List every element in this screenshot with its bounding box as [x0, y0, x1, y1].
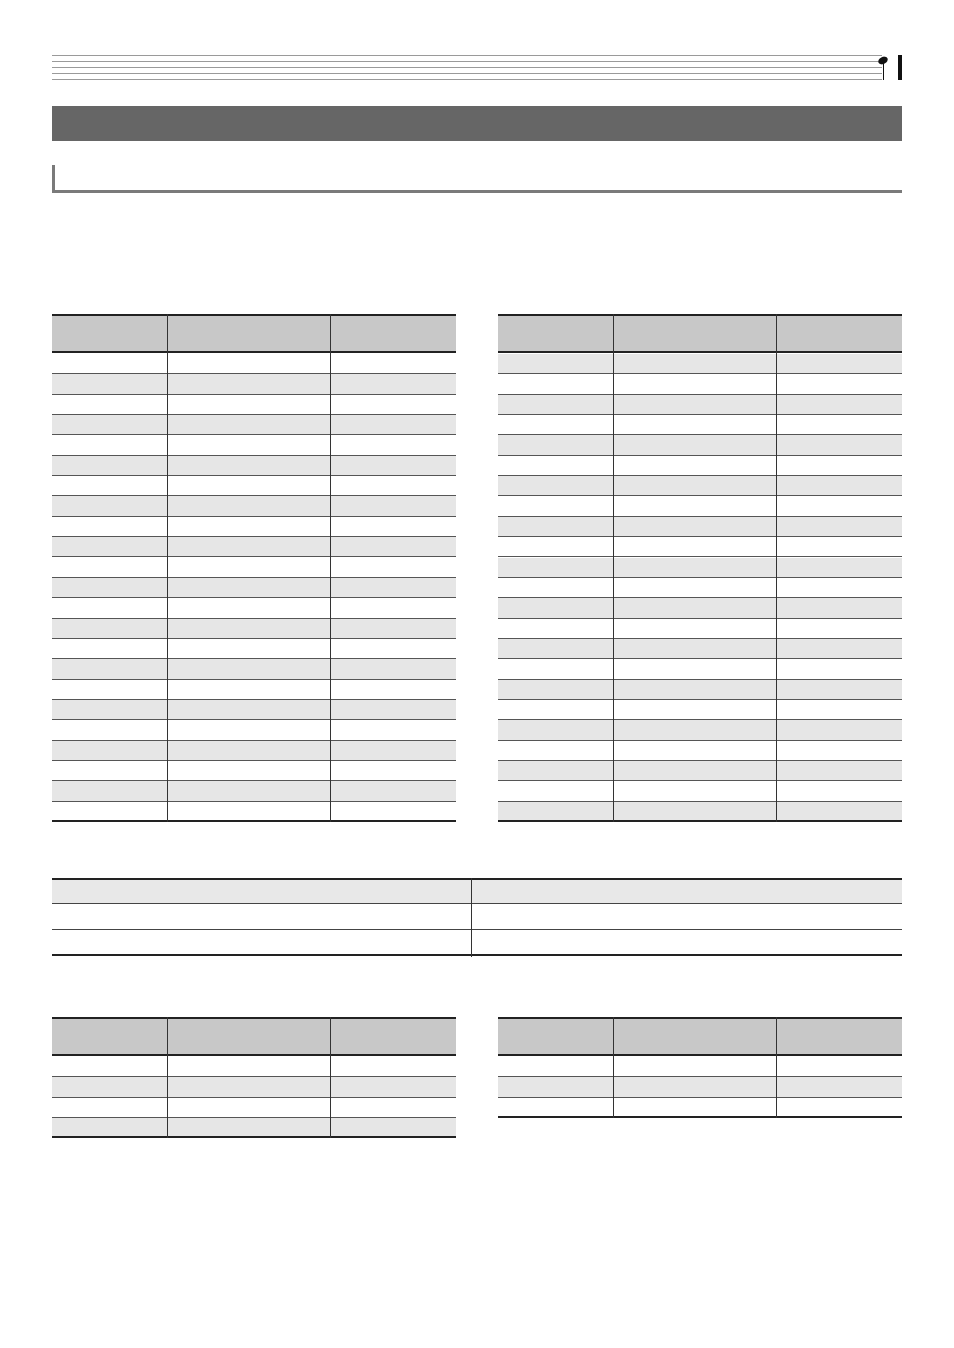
table-cell	[613, 578, 776, 597]
table-cell	[167, 639, 330, 658]
table-row	[52, 558, 456, 578]
table-cell	[52, 700, 167, 719]
table-row	[52, 598, 456, 618]
table-cell	[776, 700, 902, 719]
table-cell	[498, 456, 613, 475]
column-divider	[776, 1017, 777, 1118]
table-cell	[498, 374, 613, 393]
table-cell	[776, 1057, 902, 1076]
table-cell	[167, 435, 330, 454]
table-cell	[613, 700, 776, 719]
table-cell	[613, 802, 776, 820]
table-row	[52, 904, 902, 930]
table-cell	[776, 374, 902, 393]
staff-line	[52, 61, 882, 62]
table-cell	[498, 578, 613, 597]
table-cell	[52, 680, 167, 699]
table-cell	[613, 761, 776, 780]
staff-line	[52, 55, 882, 56]
table-cell	[330, 1098, 456, 1117]
table-row	[52, 781, 456, 801]
table-cell	[330, 659, 456, 678]
table-cell	[52, 598, 167, 617]
table-cell	[167, 415, 330, 434]
table-header-cell	[776, 1019, 902, 1054]
table-cell	[472, 904, 902, 929]
table-header-row	[498, 1017, 902, 1056]
column-divider	[330, 314, 331, 822]
table-cell	[613, 1057, 776, 1076]
table-row	[52, 415, 456, 435]
staff-line	[52, 67, 882, 68]
table-row	[498, 496, 902, 516]
table-row	[52, 1118, 456, 1138]
table-cell	[52, 435, 167, 454]
table-row	[52, 700, 456, 720]
table-row	[498, 578, 902, 598]
table-header-cell	[472, 880, 902, 903]
table-cell	[498, 1098, 613, 1116]
table-row	[52, 1077, 456, 1097]
table-row	[498, 680, 902, 700]
table-cell	[330, 1118, 456, 1136]
table-cell	[330, 476, 456, 495]
table-cell	[167, 558, 330, 577]
table-cell	[330, 558, 456, 577]
table-row	[498, 700, 902, 720]
table-row	[52, 761, 456, 781]
table-top-right	[498, 314, 902, 822]
table-cell	[498, 598, 613, 617]
table-cell	[776, 537, 902, 556]
table-cell	[167, 1077, 330, 1096]
table-cell	[776, 395, 902, 414]
table-cell	[498, 741, 613, 760]
table-cell	[776, 619, 902, 638]
table-row	[498, 802, 902, 822]
table-cell	[330, 1077, 456, 1096]
table-cell	[613, 720, 776, 739]
table-cell	[330, 578, 456, 597]
table-cell	[330, 374, 456, 393]
table-row	[498, 659, 902, 679]
table-cell	[167, 354, 330, 373]
table-cell	[167, 578, 330, 597]
table-cell	[52, 496, 167, 515]
table-row	[52, 1098, 456, 1118]
table-cell	[613, 354, 776, 373]
table-row	[498, 1098, 902, 1118]
table-cell	[167, 619, 330, 638]
table-cell	[498, 496, 613, 515]
table-cell	[776, 578, 902, 597]
table-row	[498, 639, 902, 659]
table-cell	[330, 456, 456, 475]
music-note-icon	[877, 55, 889, 66]
table-row	[52, 619, 456, 639]
table-row	[52, 435, 456, 455]
table-cell	[52, 904, 471, 929]
table-cell	[52, 1077, 167, 1096]
table-cell	[167, 761, 330, 780]
table-row	[498, 1057, 902, 1077]
table-header-cell	[498, 1019, 613, 1054]
column-divider	[167, 1017, 168, 1138]
table-cell	[52, 741, 167, 760]
table-cell	[330, 741, 456, 760]
table-cell	[167, 802, 330, 820]
table-cell	[167, 456, 330, 475]
table-cell	[167, 374, 330, 393]
table-bottom-right	[498, 1017, 902, 1119]
table-cell	[330, 395, 456, 414]
table-cell	[498, 517, 613, 536]
table-cell	[776, 781, 902, 800]
table-cell	[167, 1118, 330, 1136]
table-cell	[52, 619, 167, 638]
table-cell	[330, 700, 456, 719]
table-cell	[498, 802, 613, 820]
table-cell	[167, 720, 330, 739]
staff-header	[52, 55, 902, 80]
table-cell	[613, 496, 776, 515]
table-cell	[52, 1057, 167, 1076]
table-row	[498, 761, 902, 781]
table-header-cell	[330, 1019, 456, 1054]
table-cell	[52, 395, 167, 414]
table-cell	[776, 496, 902, 515]
table-cell	[330, 680, 456, 699]
table-cell	[613, 395, 776, 414]
table-row	[498, 517, 902, 537]
table-cell	[776, 598, 902, 617]
table-cell	[613, 639, 776, 658]
table-cell	[613, 619, 776, 638]
table-cell	[498, 720, 613, 739]
table-cell	[776, 741, 902, 760]
table-cell	[613, 1077, 776, 1096]
table-cell	[498, 558, 613, 577]
table-row	[498, 456, 902, 476]
table-cell	[330, 720, 456, 739]
table-header-cell	[776, 316, 902, 351]
table-cell	[498, 700, 613, 719]
table-cell	[613, 415, 776, 434]
table-cell	[52, 781, 167, 800]
table-header-cell	[52, 880, 471, 903]
table-cell	[498, 659, 613, 678]
table-cell	[613, 1098, 776, 1116]
table-cell	[498, 395, 613, 414]
table-header-cell	[52, 1019, 167, 1054]
table-cell	[52, 639, 167, 658]
table-row	[498, 395, 902, 415]
table-cell	[613, 558, 776, 577]
table-row	[52, 930, 902, 956]
table-cell	[167, 781, 330, 800]
table-row	[498, 537, 902, 557]
table-cell	[167, 700, 330, 719]
table-cell	[613, 435, 776, 454]
table-cell	[167, 517, 330, 536]
table-row	[52, 578, 456, 598]
table-header-cell	[52, 316, 167, 351]
table-cell	[776, 558, 902, 577]
table-row	[498, 558, 902, 578]
table-cell	[52, 415, 167, 434]
table-cell	[330, 761, 456, 780]
table-cell	[498, 1077, 613, 1096]
table-cell	[330, 537, 456, 556]
table-cell	[330, 415, 456, 434]
table-cell	[52, 578, 167, 597]
staff-line	[52, 79, 882, 80]
column-divider	[330, 1017, 331, 1138]
table-cell	[498, 761, 613, 780]
table-header-cell	[613, 1019, 776, 1054]
table-cell	[52, 558, 167, 577]
table-row	[498, 1077, 902, 1097]
column-divider	[613, 314, 614, 822]
table-cell	[498, 619, 613, 638]
table-row	[498, 598, 902, 618]
table-cell	[330, 781, 456, 800]
table-cell	[776, 639, 902, 658]
table-cell	[330, 802, 456, 820]
table-row	[52, 802, 456, 822]
table-header-row	[498, 314, 902, 353]
table-cell	[167, 537, 330, 556]
table-cell	[776, 415, 902, 434]
table-header-row	[52, 1017, 456, 1056]
subsection-title	[52, 165, 902, 193]
table-cell	[167, 496, 330, 515]
table-cell	[167, 395, 330, 414]
column-divider	[776, 314, 777, 822]
table-middle-wide	[52, 878, 902, 957]
table-header-cell	[330, 316, 456, 351]
section-title-bar	[52, 106, 902, 141]
table-row	[498, 476, 902, 496]
table-row	[498, 619, 902, 639]
table-cell	[776, 1077, 902, 1096]
table-row	[52, 680, 456, 700]
table-cell	[330, 496, 456, 515]
table-cell	[330, 639, 456, 658]
table-cell	[52, 930, 471, 954]
table-cell	[498, 354, 613, 373]
table-cell	[498, 680, 613, 699]
table-row	[52, 517, 456, 537]
table-cell	[52, 374, 167, 393]
table-row	[52, 1057, 456, 1077]
table-row	[52, 496, 456, 516]
table-cell	[613, 598, 776, 617]
column-divider	[471, 878, 472, 957]
table-header-cell	[613, 316, 776, 351]
table-bottom-left	[52, 1017, 456, 1139]
table-cell	[472, 930, 902, 954]
table-cell	[776, 517, 902, 536]
table-cell	[613, 537, 776, 556]
column-divider	[167, 314, 168, 822]
table-cell	[52, 354, 167, 373]
table-cell	[330, 517, 456, 536]
table-cell	[330, 619, 456, 638]
table-cell	[776, 354, 902, 373]
staff-end-bar	[898, 55, 902, 80]
table-header-cell	[167, 316, 330, 351]
table-cell	[498, 537, 613, 556]
table-cell	[498, 476, 613, 495]
table-cell	[52, 1098, 167, 1117]
table-row	[52, 395, 456, 415]
table-cell	[167, 659, 330, 678]
table-cell	[776, 659, 902, 678]
table-row	[52, 374, 456, 394]
table-cell	[52, 517, 167, 536]
table-cell	[167, 476, 330, 495]
table-row	[498, 354, 902, 374]
table-cell	[330, 598, 456, 617]
table-cell	[52, 761, 167, 780]
table-cell	[330, 435, 456, 454]
table-cell	[776, 435, 902, 454]
table-cell	[776, 761, 902, 780]
table-row	[52, 659, 456, 679]
table-row	[498, 741, 902, 761]
column-divider	[613, 1017, 614, 1118]
table-cell	[330, 354, 456, 373]
table-cell	[52, 659, 167, 678]
table-row	[52, 741, 456, 761]
table-row	[498, 374, 902, 394]
table-cell	[498, 781, 613, 800]
table-row	[52, 476, 456, 496]
table-cell	[776, 802, 902, 820]
table-cell	[613, 374, 776, 393]
table-row	[498, 435, 902, 455]
table-row	[52, 537, 456, 557]
table-header-cell	[167, 1019, 330, 1054]
table-top-left	[52, 314, 456, 822]
table-cell	[498, 415, 613, 434]
table-row	[52, 354, 456, 374]
staff-line	[52, 73, 882, 74]
table-cell	[52, 476, 167, 495]
table-cell	[776, 680, 902, 699]
table-row	[52, 639, 456, 659]
table-cell	[776, 1098, 902, 1116]
table-cell	[776, 720, 902, 739]
table-cell	[167, 1098, 330, 1117]
table-header-row	[52, 314, 456, 353]
table-cell	[613, 741, 776, 760]
table-header-cell	[498, 316, 613, 351]
table-cell	[613, 659, 776, 678]
table-cell	[498, 639, 613, 658]
table-cell	[613, 517, 776, 536]
table-cell	[52, 537, 167, 556]
table-cell	[613, 680, 776, 699]
table-row	[498, 781, 902, 801]
table-cell	[52, 802, 167, 820]
table-row	[52, 456, 456, 476]
table-row	[498, 415, 902, 435]
table-cell	[613, 456, 776, 475]
table-cell	[167, 598, 330, 617]
table-cell	[330, 1057, 456, 1076]
table-cell	[167, 680, 330, 699]
table-cell	[498, 1057, 613, 1076]
table-cell	[52, 720, 167, 739]
table-cell	[52, 1118, 167, 1136]
table-cell	[498, 435, 613, 454]
table-cell	[776, 456, 902, 475]
table-cell	[613, 476, 776, 495]
table-cell	[776, 476, 902, 495]
table-header-row	[52, 878, 902, 904]
table-cell	[167, 1057, 330, 1076]
table-cell	[613, 781, 776, 800]
table-cell	[52, 456, 167, 475]
table-row	[498, 720, 902, 740]
table-row	[52, 720, 456, 740]
table-cell	[167, 741, 330, 760]
